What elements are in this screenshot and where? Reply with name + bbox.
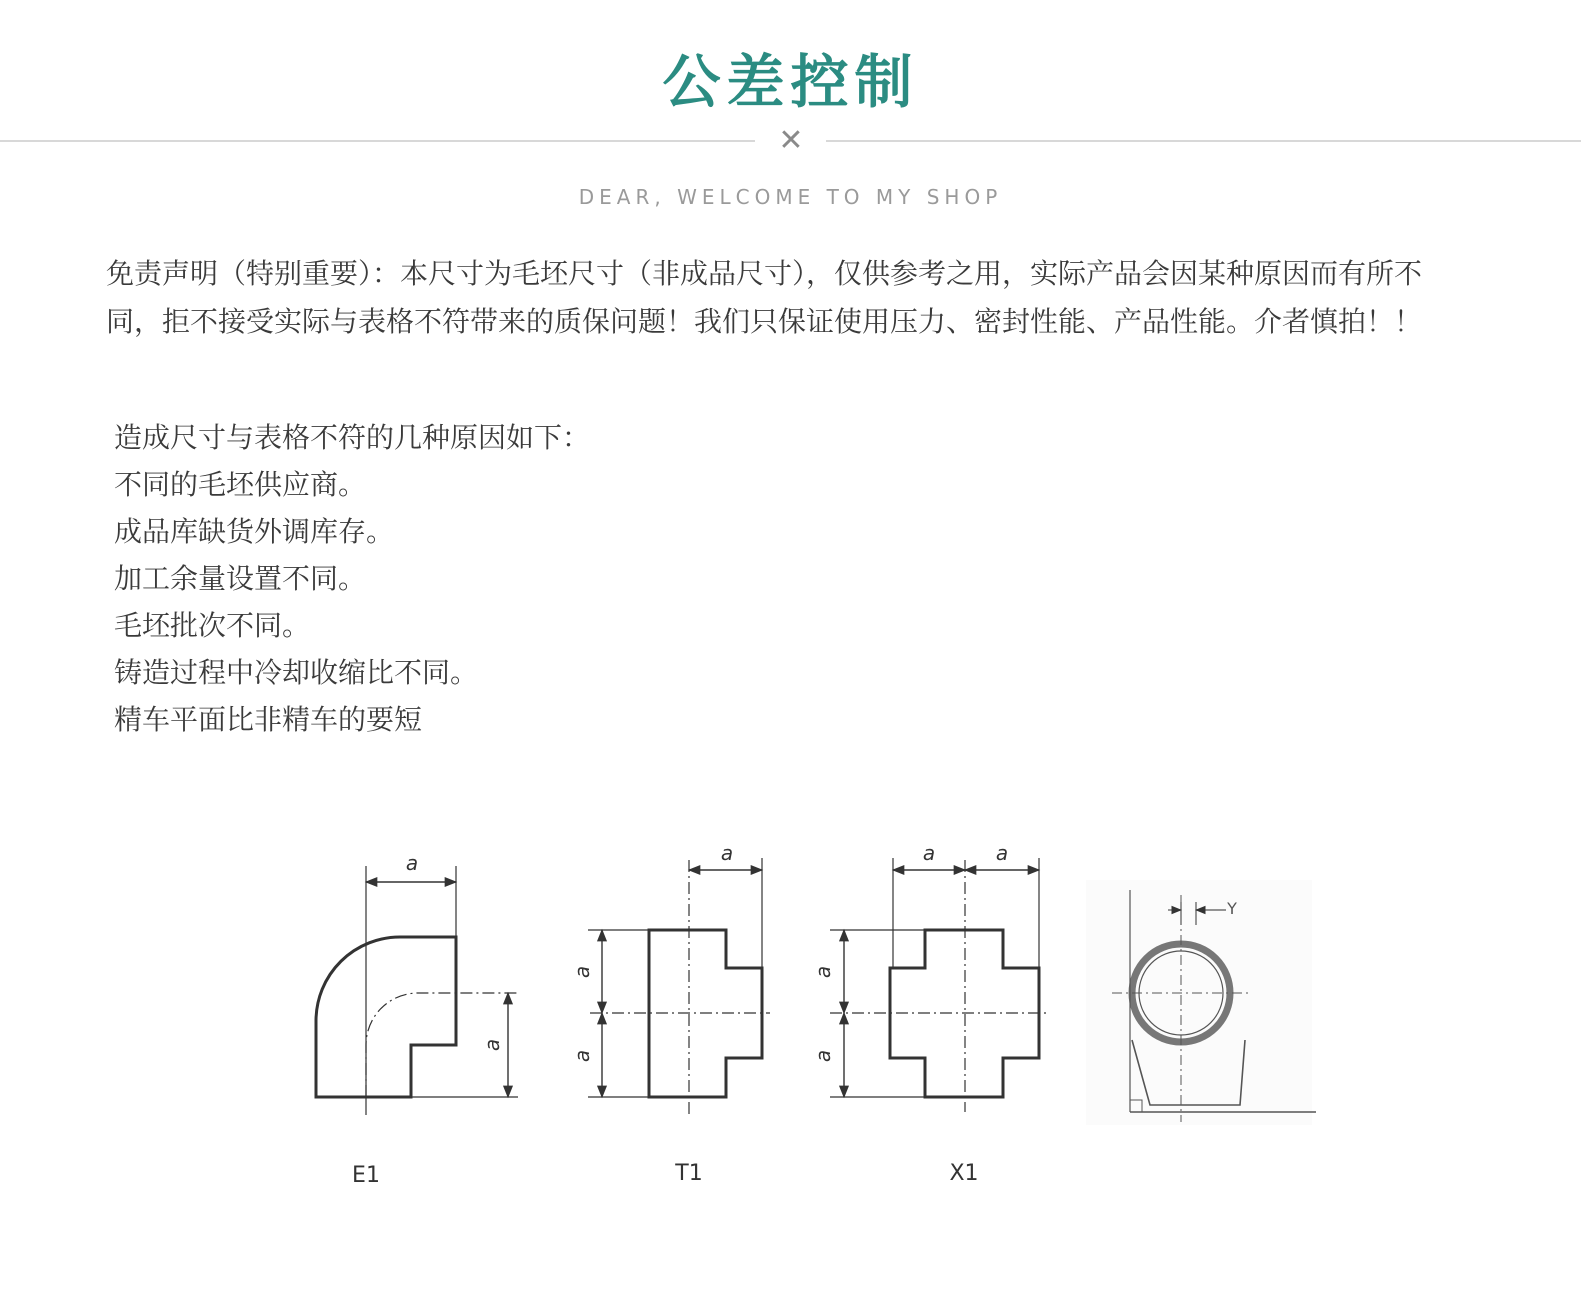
- dimension-label: a: [720, 841, 734, 865]
- dimension-label: a: [811, 1049, 835, 1063]
- dimension-label: a: [570, 1049, 594, 1063]
- offset-label: Y: [1227, 899, 1237, 918]
- dimension-label: a: [995, 841, 1009, 865]
- dimension-label: a: [570, 965, 594, 979]
- dimension-label: a: [811, 965, 835, 979]
- list-item: 加工余量设置不同。: [114, 562, 367, 595]
- list-item: 铸造过程中冷却收缩比不同。: [114, 656, 479, 689]
- side-view-drawing: [1086, 880, 1316, 1125]
- dimension-label: a: [405, 851, 419, 875]
- welcome-subtitle: DEAR, WELCOME TO MY SHOP: [578, 185, 1003, 209]
- reasons-intro: 造成尺寸与表格不符的几种原因如下：: [114, 421, 591, 454]
- list-item: 精车平面比非精车的要短: [114, 703, 423, 736]
- list-item: 毛坯批次不同。: [114, 609, 311, 642]
- list-item: 不同的毛坯供应商。: [114, 468, 367, 501]
- list-item: 成品库缺货外调库存。: [114, 515, 395, 548]
- tee-t1-drawing: [588, 858, 770, 1115]
- caption-e1: E1: [352, 1163, 380, 1188]
- elbow-e1-drawing: [316, 866, 520, 1115]
- dimension-label: a: [922, 841, 936, 865]
- disclaimer-text: 免责声明（特别重要）：本尺寸为毛坯尺寸（非成品尺寸），仅供参考之用，实际产品会因某种原因而有所不同，拒不接受实际与表格不符带来的质保问题！我们只保证使用压力、密封性能、产品性能。介者慎拍！！: [106, 257, 1423, 338]
- caption-t1: T1: [675, 1161, 703, 1186]
- dimension-label: a: [480, 1038, 504, 1052]
- cross-x1-drawing: [830, 858, 1050, 1112]
- caption-x1: X1: [949, 1161, 979, 1186]
- close-x-icon: ✕: [778, 123, 804, 158]
- page-title: 公差控制: [662, 48, 919, 116]
